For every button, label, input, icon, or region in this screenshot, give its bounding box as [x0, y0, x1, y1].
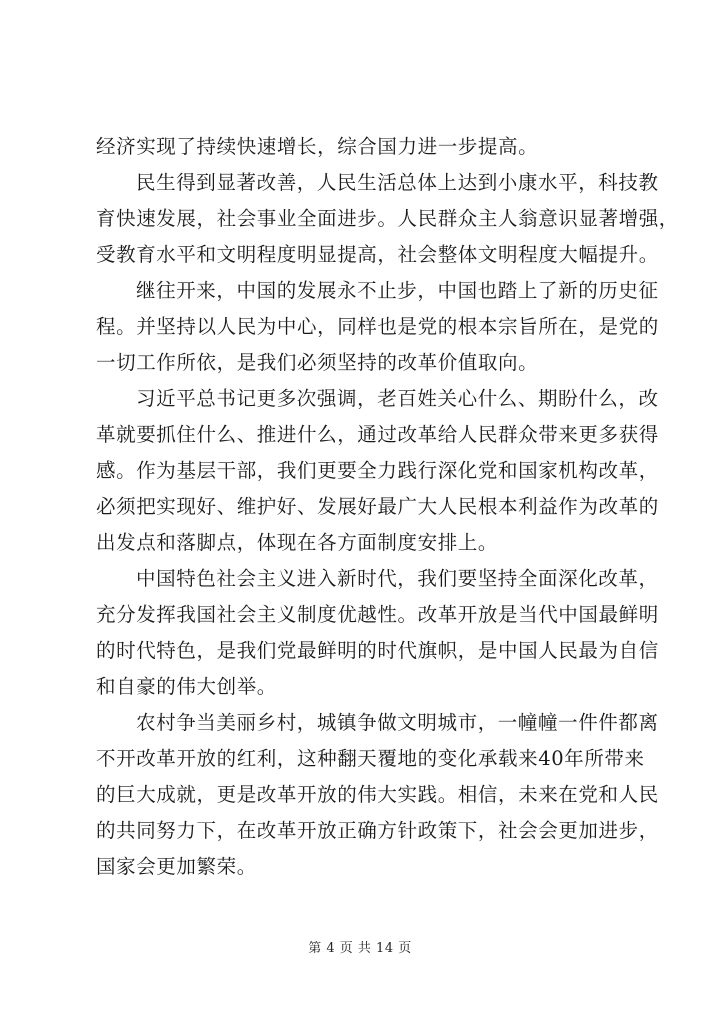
text-line: 经济实现了持续快速增长，综合国力进一步提高。: [96, 135, 539, 158]
text-line: 育快速发展，社会事业全面进步。人民群众主人翁意识显著增强，: [96, 207, 679, 230]
text-line: 的巨大成就，更是改革开放的伟大实践。相信，未来在党和人民: [96, 783, 659, 806]
text-line: 一切工作所依，是我们必须坚持的改革价值取向。: [96, 351, 539, 374]
paragraph-first-line: 农村争当美丽乡村，城镇争做文明城市，一幢幢一件件都离: [136, 711, 659, 734]
page-footer: 第 4 页 共 14 页: [308, 941, 412, 956]
text-line: 国家会更加繁荣。: [96, 855, 257, 878]
text-line: 出发点和落脚点，体现在各方面制度安排上。: [96, 531, 499, 554]
text-line: 充分发挥我国社会主义制度优越性。改革开放是当代中国最鲜明: [96, 603, 659, 626]
text-line: 感。作为基层干部，我们更要全力践行深化党和国家机构改革，: [96, 459, 659, 482]
text-line: 不开改革开放的红利，这种翻天覆地的变化承载来40年所带来: [96, 747, 645, 770]
text-line: 的共同努力下，在改革开放正确方针政策下，社会会更加进步，: [96, 819, 659, 842]
text-line: 革就要抓住什么、推进什么，通过改革给人民群众带来更多获得: [96, 423, 659, 446]
text-line: 必须把实现好、维护好、发展好最广大人民根本利益作为改革的: [96, 495, 659, 518]
body-text: [96, 129, 679, 885]
paragraph-first-line: 民生得到显著改善，人民生活总体上达到小康水平，科技教: [136, 171, 659, 194]
text-line: 的时代特色，是我们党最鲜明的时代旗帜，是中国人民最为自信: [96, 639, 659, 662]
paragraph-first-line: 中国特色社会主义进入新时代，我们要坚持全面深化改革，: [136, 567, 659, 590]
paragraph-first-line: 继往开来，中国的发展永不止步，中国也踏上了新的历史征: [136, 279, 659, 302]
text-line: 程。并坚持以人民为中心，同样也是党的根本宗旨所在，是党的: [96, 315, 659, 338]
text-line: 受教育水平和文明程度明显提高，社会整体文明程度大幅提升。: [96, 243, 659, 266]
paragraph-first-line: 习近平总书记更多次强调，老百姓关心什么、期盼什么，改: [136, 387, 659, 410]
text-line: 和自豪的伟大创举。: [96, 675, 277, 698]
